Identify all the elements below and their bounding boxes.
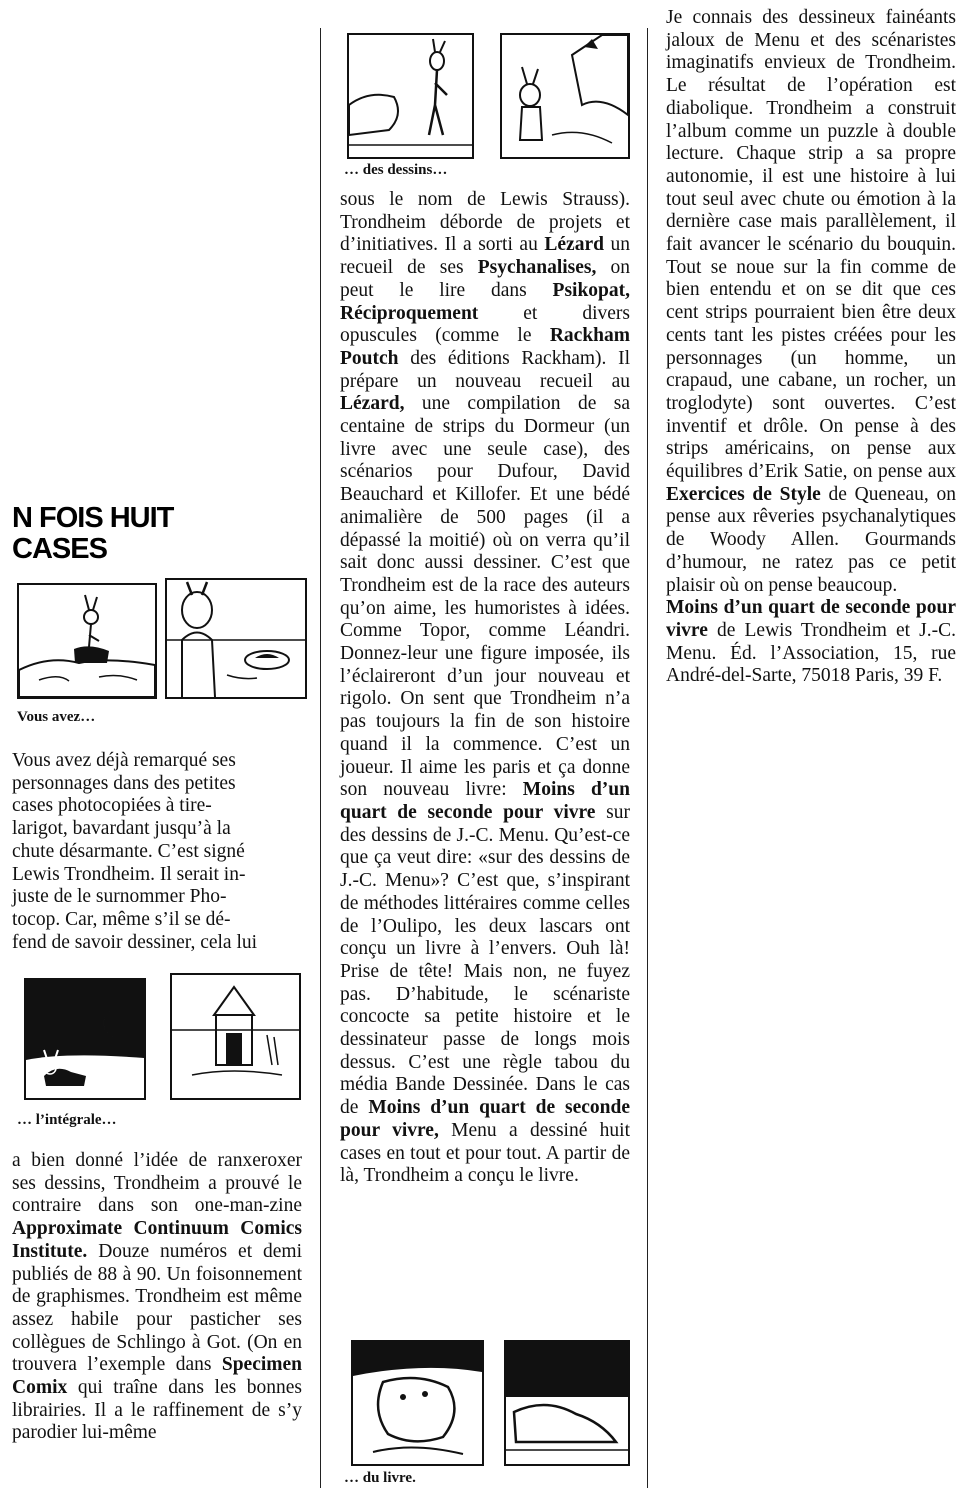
title-moins-dun-quart: Moins d’un quart de seconde pour vivre, bbox=[340, 1097, 631, 1141]
body-text: sous le nom de Lewis Strauss). Trondheim déborde de projets et d’initiatives. Il a sorti au bbox=[340, 189, 630, 256]
text-line: Vous avez déjà remarqué ses bbox=[12, 750, 236, 771]
caption-integrale: … l’intégrale… bbox=[17, 1112, 117, 1128]
column-divider bbox=[647, 28, 648, 1488]
body-text: un recueil de ses bbox=[340, 234, 631, 279]
title-exercices-de-style: Exercices de Style bbox=[666, 483, 821, 505]
comic-panel-rabbit-rock bbox=[347, 33, 474, 159]
body-text: qui traîne dans les bonnes librairies. Il a le raffinement de s’y parodier lui-même bbox=[12, 1377, 302, 1444]
comic-panel-rabbit-sitting bbox=[17, 583, 157, 699]
article-headline bbox=[12, 503, 302, 565]
body-text: on peut le lire dans bbox=[340, 257, 630, 301]
title-moins-dun-quart: Moins d’un quart de seconde pour vivre bbox=[340, 779, 630, 823]
caption-du-livre: … du livre. bbox=[344, 1470, 416, 1486]
text-line: cases photocopiées à tire- bbox=[12, 795, 212, 817]
column-1-paragraph-1 bbox=[12, 750, 302, 954]
column-2-text bbox=[340, 189, 630, 1188]
body-text: une compilation de sa centaine de strips du Dormeur (un livre avec une seule case), des scénarios pour Dufour, David Beauchard et Killofer. Et une bédé animalière de 500 pages (il a dépassé la moitié) où on verra qu’il sait donc aussi dessiner. C’est que Trondheim est de la race des auteurs qu’on aime, les humoristes à idées. Comme Topor, comme Léandri. Donnez-leur une figure imposée, ils l’éclaireront d’un jour nouveau et rigolo. On sent que Trondheim n’a pas toujours la fin de son histoire quand il la commence. C’est un joueur. Il aime les paris et ça donne son nouveau livre: bbox=[340, 393, 631, 801]
body-text: sur des dessins de J.-C. Menu. Qu’est-ce que ça veut dire: «sur des dessins de J.-C. Menu»? C’est que, s’inspirant de méthodes littéraires comme celles de l’Oulipo, les deux lascars ont conçu un livre à l’envers. Ouh là! Prise de tête! Mais non, ne fuyez pas. D’habitude, le scénariste concocte sa petite histoire et le dessinateur passe de longs mois dessus. C’est une règle tabou du média Bande Dessinée. Dans le cas de bbox=[340, 801, 631, 1119]
caption-vous-avez: Vous avez… bbox=[17, 709, 96, 725]
text-line: larigot, bavardant jusqu’à la bbox=[12, 818, 231, 840]
title-moins-dun-quart: Moins d’un quart de seconde pour vivre bbox=[666, 597, 956, 641]
text-line: fend de savoir dessiner, cela lui bbox=[12, 931, 258, 953]
column-3-text bbox=[666, 7, 956, 688]
title-lezard: Lézard, bbox=[340, 393, 405, 415]
title-lezard: Lézard bbox=[544, 234, 604, 256]
comic-panel-hut bbox=[170, 973, 301, 1100]
comic-panel-rabbit-plate bbox=[165, 578, 307, 699]
title-specimen-comix: Specimen Comix bbox=[12, 1354, 303, 1399]
headline-line-1: N FOIS HUIT bbox=[12, 502, 174, 534]
column-divider bbox=[320, 28, 321, 1488]
text-line: personnages dans des petites bbox=[12, 772, 236, 794]
title-rackham-poutch: Rackham Poutch bbox=[340, 325, 631, 369]
text-line: tocop. Car, même s’il se dé- bbox=[12, 908, 231, 930]
title-approximate-continuum: Approximate Continuum Comics Institute. bbox=[12, 1218, 302, 1262]
body-text: a bien donné l’idée de ranxeroxer ses dessins, Trondheim a prouvé le contraire dans son one-man-zine bbox=[12, 1150, 302, 1217]
column-1-paragraph-2 bbox=[12, 1150, 302, 1445]
caption-des-dessins: … des dessins… bbox=[344, 162, 448, 178]
text-line: chute désarmante. C’est signé bbox=[12, 840, 245, 862]
body-text: des éditions Rackham). Il prépare un nouveau recueil au bbox=[340, 347, 630, 392]
title-psikopat: Psikopat, Réciproquement bbox=[340, 279, 631, 324]
comic-panel-sleeper-moon bbox=[504, 1340, 630, 1466]
body-text: Douze numéros et demi publiés de 88 à 90. Un foisonnement de graphismes. Trondheim est même assez habile pour pasticher ses collègues de Schlingo à Got. (On en trouvera l’exemple dans bbox=[12, 1240, 302, 1376]
body-text: de Queneau, on pense aux rêveries psychanalytiques de Woody Allen. Gourmands d’humour, ne ratez pas ce petit plaisir où on pense beaucoup. bbox=[666, 483, 957, 596]
book-reference: de Lewis Trondheim et J.-C. Menu. Éd. l’Association, 15, rue André-del-Sarte, 75018 Paris, 39 F. bbox=[666, 619, 956, 687]
comic-panel-night-moon bbox=[24, 978, 146, 1100]
body-text: Je connais des dessineux fainéants jaloux de Menu et des scénaristes imaginatifs envieux de Trondheim. Le résultat de l’opération est diabolique. Trondheim a construit l’album comme un puzzle à double lecture. Chaque strip a sa propre autonomie, il est une histoire à lui tout seul avec chute ou émotion à la dernière case mais parallèlement, il fait avancer le scénario du bouquin. Tout se noue sur la fin comme de bien entendu et on se dit que ces cent strips pourraient bien être deux cents tant les pistes créées pour les personnages (un homme, un crapaud, une cabane, un rocher, un troglodyte) sont ouvertes. C’est inventif et drôle. On pense à des strips américains, on pense aux équilibres d’Erik Satie, on pense aux bbox=[666, 7, 956, 483]
text-line: Lewis Trondheim. Il serait in- bbox=[12, 863, 246, 885]
comic-panel-toad bbox=[351, 1340, 484, 1466]
body-text: Menu a dessiné huit cases en tout et pour tout. A partir de là, Trondheim a conçu le livre. bbox=[340, 1119, 631, 1187]
headline-line-2: CASES bbox=[12, 533, 107, 565]
text-line: juste de le surnommer Pho- bbox=[12, 886, 227, 908]
title-psychanalises: Psychanalises, bbox=[477, 257, 597, 279]
body-text: et divers opuscules (comme le bbox=[340, 302, 630, 347]
comic-panel-rabbit-cliff bbox=[500, 33, 630, 159]
